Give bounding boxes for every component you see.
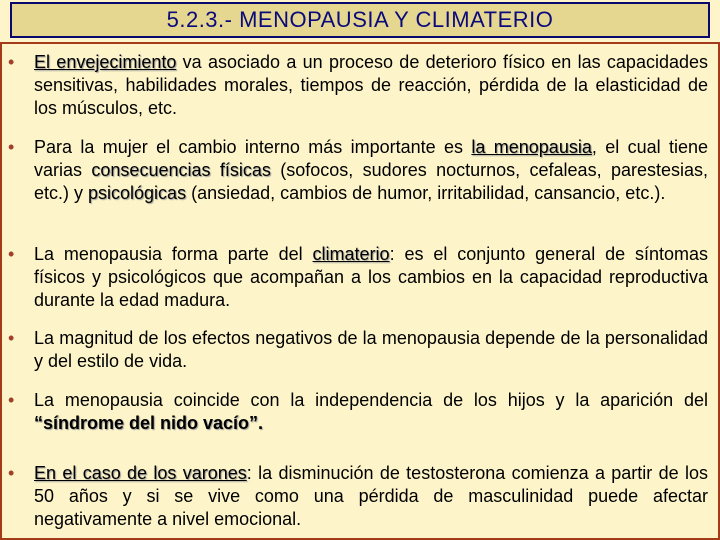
- bullet-item: [8, 51, 708, 120]
- title-bar: [10, 2, 710, 38]
- bullet-dot: •: [8, 52, 15, 72]
- bullet-dot: •: [8, 328, 15, 348]
- text-segment: Para la mujer el cambio interno más importante es: [34, 137, 472, 157]
- text-segment: La magnitud de los efectos negativos de la menopausia depende de la personalidad y del estilo de vida.: [34, 328, 708, 371]
- bullet-dot: •: [8, 244, 15, 264]
- text-segment: : la disminución de testosterona comienza a partir de los 50 años y si se vive como una pérdida de masculinidad puede afectar negativamente a nivel emocional.: [34, 463, 708, 529]
- bullet-dot: •: [8, 463, 15, 483]
- text-segment: (sofocos, sudores nocturnos, cefaleas, parestesias, etc.) y: [34, 160, 708, 203]
- bullet-item: [8, 243, 708, 312]
- highlighted-term: El envejecimiento: [34, 52, 177, 72]
- text-segment: va asociado a un proceso de deterioro físico en las capacidades sensitivas, habilidades morales, tiempos de reacción, pérdida de la elasticidad de los músculos, etc.: [34, 52, 708, 118]
- bullet-item: [8, 136, 708, 205]
- text-segment: La menopausia forma parte del: [34, 244, 313, 264]
- highlighted-term: climaterio: [312, 244, 390, 264]
- bullet-item: [8, 389, 708, 435]
- bullet-dot: •: [8, 390, 15, 410]
- bullet-dot: •: [8, 137, 15, 157]
- bullet-text: [34, 462, 708, 531]
- highlighted-term: En el caso de los varones: [34, 463, 247, 483]
- highlighted-term: “síndrome del nido vacío”.: [34, 413, 264, 433]
- bullet-text: [34, 136, 708, 205]
- bullet-text: [34, 243, 708, 312]
- highlighted-term: consecuencias físicas: [91, 160, 271, 180]
- text-segment: : es el conjunto general de síntomas físicos y psicológicos que acompañan a los cambios en la capacidad reproductiva durante la edad madura.: [34, 244, 708, 310]
- bullet-text: [34, 389, 708, 435]
- bullet-text: [34, 327, 708, 373]
- text-segment: , el cual tiene varias: [34, 137, 708, 180]
- bullet-text: [34, 51, 708, 120]
- highlighted-term: psicológicas: [88, 183, 187, 203]
- text-segment: (ansiedad, cambios de humor, irritabilidad, cansancio, etc.).: [186, 183, 666, 203]
- page-title: 5.2.3.- MENOPAUSIA Y CLIMATERIO: [166, 7, 554, 32]
- bullet-item: [8, 462, 708, 531]
- highlighted-term: la menopausia: [471, 137, 592, 157]
- text-segment: La menopausia coincide con la independencia de los hijos y la aparición del: [34, 390, 708, 410]
- bullet-item: [8, 327, 708, 373]
